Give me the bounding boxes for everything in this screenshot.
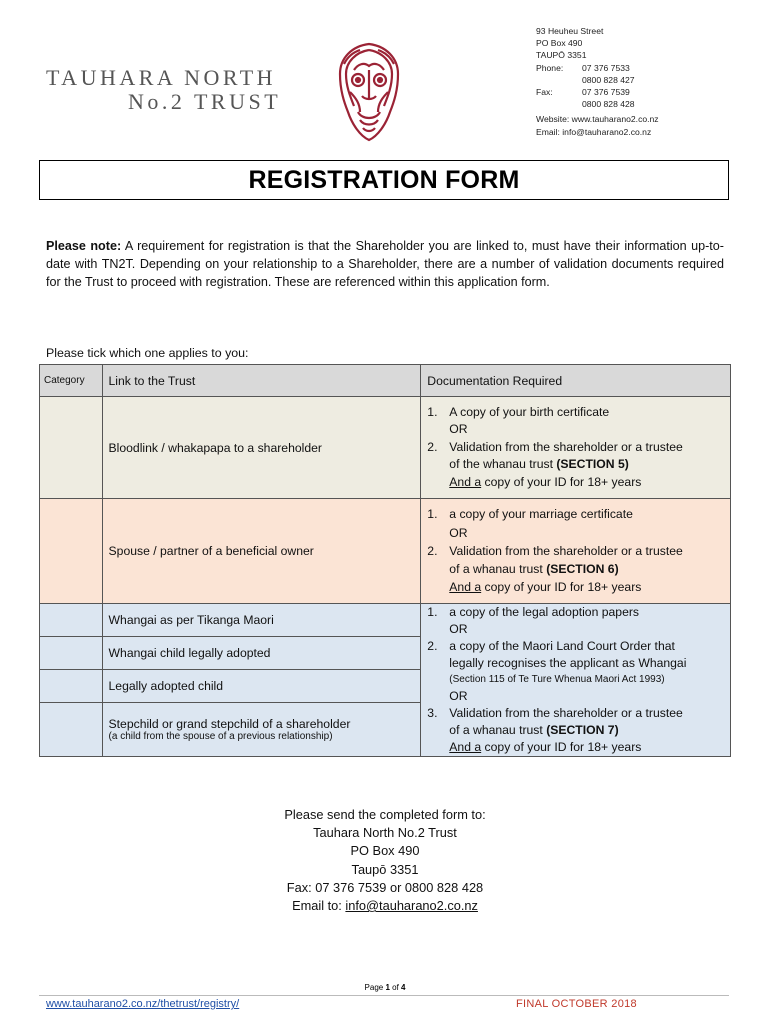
category-tick-cell-whangai-tikanga[interactable] [40, 604, 103, 637]
send-line-1: Please send the completed form to: [284, 807, 486, 822]
address-street: 93 Heuheu Street [536, 26, 604, 36]
address-city: TAUPŌ 3351 [536, 50, 587, 61]
page-title: REGISTRATION FORM [248, 165, 520, 194]
send-to-block [185, 806, 585, 915]
header-link: Link to the Trust [102, 365, 421, 397]
fax-number-1: 07 376 7539 [582, 87, 630, 98]
address-phone-row-2 [536, 74, 736, 86]
registration-note [46, 237, 724, 292]
table-row [40, 604, 731, 637]
category-tick-cell-bloodlink[interactable] [40, 397, 103, 499]
category-tick-cell-stepchild[interactable] [40, 703, 103, 757]
header-docs: Documentation Required [421, 365, 731, 397]
carved-face-emblem-icon [334, 40, 404, 144]
send-email-link[interactable]: info@tauharano2.co.nz [345, 898, 478, 914]
link-whangai-adopted: Whangai child legally adopted [102, 637, 421, 670]
link-spouse: Spouse / partner of a beneficial owner [102, 499, 421, 604]
tick-prompt: Please tick which one applies to you: [46, 346, 249, 360]
link-whangai-tikanga: Whangai as per Tikanga Maori [102, 604, 421, 637]
address-website[interactable]: Website: www.tauharano2.co.nz [536, 114, 659, 125]
registration-table [39, 364, 731, 757]
link-stepchild [102, 703, 421, 757]
address-fax-row [536, 86, 736, 98]
category-tick-cell-spouse[interactable] [40, 499, 103, 604]
title-box [39, 160, 729, 200]
logo-line-2: No.2 TRUST [128, 89, 282, 114]
header-category: Category [40, 365, 103, 397]
address-fax-row-2 [536, 98, 736, 110]
category-tick-cell-legally-adopted[interactable] [40, 670, 103, 703]
phone-number-1: 07 376 7533 [582, 62, 630, 73]
send-line-5: Fax: 07 376 7539 or 0800 828 428 [286, 879, 484, 895]
address-phone-row [536, 62, 736, 74]
docs-bloodlink: 1. A copy of your birth certificate OR 2. Validation from the shareholder or a trustee of the whanau trust (SECTION 5) And a copy of your ID for 18+ years [421, 397, 731, 499]
contact-address-block [536, 25, 736, 138]
docs-spouse: 1. a copy of your marriage certificate OR 2. Validation from the shareholder or a trustee of a whanau trust (SECTION 6) And a copy of your ID for 18+ years [421, 499, 731, 604]
phone-number-2: 0800 828 427 [582, 74, 635, 85]
send-line-2: Tauhara North No.2 Trust [313, 825, 457, 841]
address-po-box: PO Box 490 [536, 38, 583, 49]
send-line-6: Email to: info@tauharano2.co.nz [292, 898, 478, 914]
table-row [40, 397, 731, 499]
logo-line-1: TAUHARA NORTH [46, 65, 277, 90]
page-number: Page 1 of 4 [364, 983, 406, 992]
link-bloodlink: Bloodlink / whakapapa to a shareholder [102, 397, 421, 499]
address-email[interactable]: Email: info@tauharano2.co.nz [536, 126, 652, 137]
phone-label: Phone: [536, 62, 564, 73]
footer-url-link[interactable]: www.tauharano2.co.nz/thetrust/registry/ [46, 998, 240, 1010]
send-line-3: PO Box 490 [350, 843, 420, 859]
docs-whangai: 1. a copy of the legal adoption papers OR 2. a copy of the Maori Land Court Order that legally recognises the applicant as Whangai (Section 115 of Te Ture Whenua Maori Act 1993) OR 3. Validation from the shareholder or a trustee of a whanau trust (SECTION 7) And a copy of your ID for 18+ years [421, 604, 731, 757]
link-stepchild-label: Stepchild or grand stepchild of a shareholder [108, 717, 351, 731]
table-row [40, 499, 731, 604]
category-tick-cell-whangai-adopted[interactable] [40, 637, 103, 670]
footer-divider [39, 995, 729, 996]
link-stepchild-sub: (a child from the spouse of a previous relationship) [108, 731, 333, 742]
note-text: A requirement for registration is that the Shareholder you are linked to, must have their information up-to-date with TN2T. Depending on your relationship to a Shareholder, there are a number of validation documents required for the Trust to proceed with registration. These are referenced within this application form. [46, 239, 724, 290]
trust-logo-text [46, 66, 326, 114]
note-label: Please note: [46, 239, 122, 253]
fax-label: Fax: [536, 87, 553, 98]
table-header-row [40, 365, 731, 397]
fax-number-2: 0800 828 428 [582, 99, 635, 110]
footer-date: FINAL OCTOBER 2018 [516, 998, 637, 1010]
link-legally-adopted: Legally adopted child [102, 670, 421, 703]
send-line-4: Taupō 3351 [351, 861, 419, 877]
